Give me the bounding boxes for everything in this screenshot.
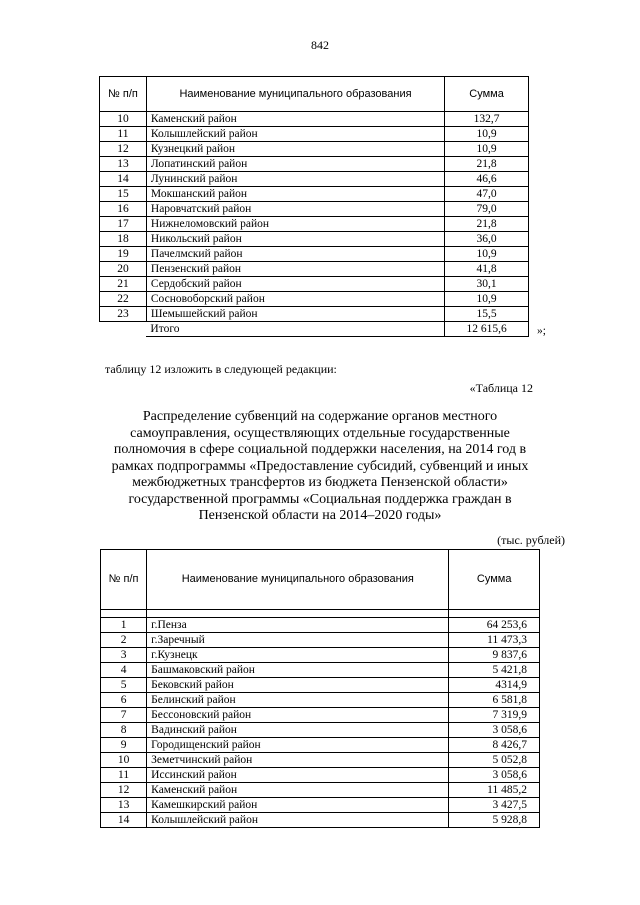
table-row — [101, 813, 540, 828]
row-name: Каменский район — [147, 783, 449, 798]
row-number: 1 — [101, 618, 147, 633]
row-number: 12 — [101, 783, 147, 798]
row-name: г.Пенза — [147, 618, 449, 633]
table-row — [100, 232, 529, 247]
row-number: 23 — [100, 307, 147, 322]
table-label: «Таблица 12 — [469, 381, 533, 395]
row-name: Колышлейский район — [147, 813, 449, 828]
table-row — [101, 633, 540, 648]
row-number: 15 — [100, 187, 147, 202]
row-sum: 15,5 — [445, 307, 529, 322]
row-number: 13 — [101, 798, 147, 813]
row-sum: 3 058,6 — [449, 768, 540, 783]
row-name: Бековский район — [147, 678, 449, 693]
row-name: Камешкирский район — [147, 798, 449, 813]
row-name: Шемышейский район — [146, 307, 444, 322]
row-name: Белинский район — [147, 693, 449, 708]
row-number: 11 — [100, 127, 147, 142]
row-name: Лунинский район — [146, 172, 444, 187]
row-name: Пачелмский район — [146, 247, 444, 262]
row-sum: 11 485,2 — [449, 783, 540, 798]
table-row — [100, 277, 529, 292]
total-row — [100, 322, 529, 337]
row-number: 13 — [100, 157, 147, 172]
row-number: 2 — [101, 633, 147, 648]
row-sum: 46,6 — [445, 172, 529, 187]
instruction-text: таблицу 12 изложить в следующей редакции: — [105, 362, 337, 376]
row-name: Вадинский район — [147, 723, 449, 738]
table-row — [100, 157, 529, 172]
row-sum: 41,8 — [445, 262, 529, 277]
row-name: Лопатинский район — [146, 157, 444, 172]
table-2-body — [101, 618, 540, 828]
table-row — [101, 708, 540, 723]
row-sum: 10,9 — [445, 247, 529, 262]
row-name: Земетчинский район — [147, 753, 449, 768]
row-number: 16 — [100, 202, 147, 217]
table-title: Распределение субвенций на содержание органов местного самоуправления, осуществляющих отдельные государственные полномочия в сфере социальной поддержки населения, на 2014 год в рамках подпрограммы «Предоставление субсидий, субвенций и иных межбюджетных трансфертов из бюджета Пензенской области» государственной программы «Социальная поддержка граждан в Пензенской области на 2014–2020 годы» — [111, 409, 529, 523]
table-row — [100, 112, 529, 127]
header-num: № п/п — [100, 77, 147, 112]
row-sum: 64 253,6 — [449, 618, 540, 633]
table-row — [100, 202, 529, 217]
row-number: 10 — [100, 112, 147, 127]
row-name: Нижнеломовский район — [146, 217, 444, 232]
row-sum: 10,9 — [445, 142, 529, 157]
table-row — [101, 648, 540, 663]
row-name: Наровчатский район — [146, 202, 444, 217]
table-row — [100, 142, 529, 157]
row-name: Кузнецкий район — [146, 142, 444, 157]
row-sum: 6 581,8 — [449, 693, 540, 708]
row-sum: 5 421,8 — [449, 663, 540, 678]
row-number: 18 — [100, 232, 147, 247]
table-row — [100, 292, 529, 307]
table-row — [100, 172, 529, 187]
header-sum: Сумма — [449, 550, 540, 610]
page-number: 842 — [311, 38, 329, 52]
row-number: 20 — [100, 262, 147, 277]
row-sum: 36,0 — [445, 232, 529, 247]
header-sum: Сумма — [445, 77, 529, 112]
row-sum: 5 928,8 — [449, 813, 540, 828]
row-sum: 132,7 — [445, 112, 529, 127]
row-number: 22 — [100, 292, 147, 307]
row-sum: 9 837,6 — [449, 648, 540, 663]
total-sum: 12 615,6 — [445, 322, 529, 337]
table-row — [100, 247, 529, 262]
table-row — [101, 723, 540, 738]
header-name: Наименование муниципального образования — [146, 77, 444, 112]
row-name: Каменский район — [146, 112, 444, 127]
table-row — [101, 618, 540, 633]
table-row — [101, 798, 540, 813]
table-row — [100, 127, 529, 142]
table-1 — [99, 76, 529, 337]
row-name: г.Кузнецк — [147, 648, 449, 663]
row-sum: 10,9 — [445, 127, 529, 142]
row-number: 11 — [101, 768, 147, 783]
row-sum: 3 427,5 — [449, 798, 540, 813]
row-sum: 5 052,8 — [449, 753, 540, 768]
row-number: 9 — [101, 738, 147, 753]
row-sum: 47,0 — [445, 187, 529, 202]
row-name: Иссинский район — [147, 768, 449, 783]
row-number: 10 — [101, 753, 147, 768]
table-row — [101, 678, 540, 693]
row-sum: 79,0 — [445, 202, 529, 217]
table-1-body — [100, 112, 529, 322]
spacer-row — [101, 610, 540, 618]
row-sum: 8 426,7 — [449, 738, 540, 753]
table-row — [100, 307, 529, 322]
table-row — [101, 768, 540, 783]
row-number: 12 — [100, 142, 147, 157]
row-number: 8 — [101, 723, 147, 738]
row-sum: 7 319,9 — [449, 708, 540, 723]
table-2 — [100, 549, 540, 828]
row-name: Городищенский район — [147, 738, 449, 753]
row-sum: 10,9 — [445, 292, 529, 307]
row-number: 4 — [101, 663, 147, 678]
table-row — [101, 738, 540, 753]
total-label: Итого — [146, 322, 444, 337]
row-sum: 21,8 — [445, 217, 529, 232]
row-name: Бессоновский район — [147, 708, 449, 723]
table-row — [101, 753, 540, 768]
row-number: 14 — [101, 813, 147, 828]
table-row — [101, 783, 540, 798]
row-name: Пензенский район — [146, 262, 444, 277]
table-row — [101, 663, 540, 678]
header-num: № п/п — [101, 550, 147, 610]
row-number: 14 — [100, 172, 147, 187]
row-number: 5 — [101, 678, 147, 693]
row-sum: 11 473,3 — [449, 633, 540, 648]
row-number: 6 — [101, 693, 147, 708]
row-name: Сосновоборский район — [146, 292, 444, 307]
closing-quote: »; — [537, 325, 546, 337]
row-name: Башмаковский район — [147, 663, 449, 678]
row-name: Сердобский район — [146, 277, 444, 292]
units-label: (тыс. рублей) — [497, 533, 565, 547]
row-sum: 3 058,6 — [449, 723, 540, 738]
header-name: Наименование муниципального образования — [147, 550, 449, 610]
table-row — [100, 217, 529, 232]
row-sum: 4314,9 — [449, 678, 540, 693]
row-name: Колышлейский район — [146, 127, 444, 142]
row-sum: 30,1 — [445, 277, 529, 292]
table-row — [100, 187, 529, 202]
row-name: Мокшанский район — [146, 187, 444, 202]
row-name: г.Заречный — [147, 633, 449, 648]
table-row — [101, 693, 540, 708]
table-row — [100, 262, 529, 277]
row-sum: 21,8 — [445, 157, 529, 172]
row-number: 7 — [101, 708, 147, 723]
row-number: 17 — [100, 217, 147, 232]
row-number: 21 — [100, 277, 147, 292]
row-number: 3 — [101, 648, 147, 663]
row-name: Никольский район — [146, 232, 444, 247]
row-number: 19 — [100, 247, 147, 262]
